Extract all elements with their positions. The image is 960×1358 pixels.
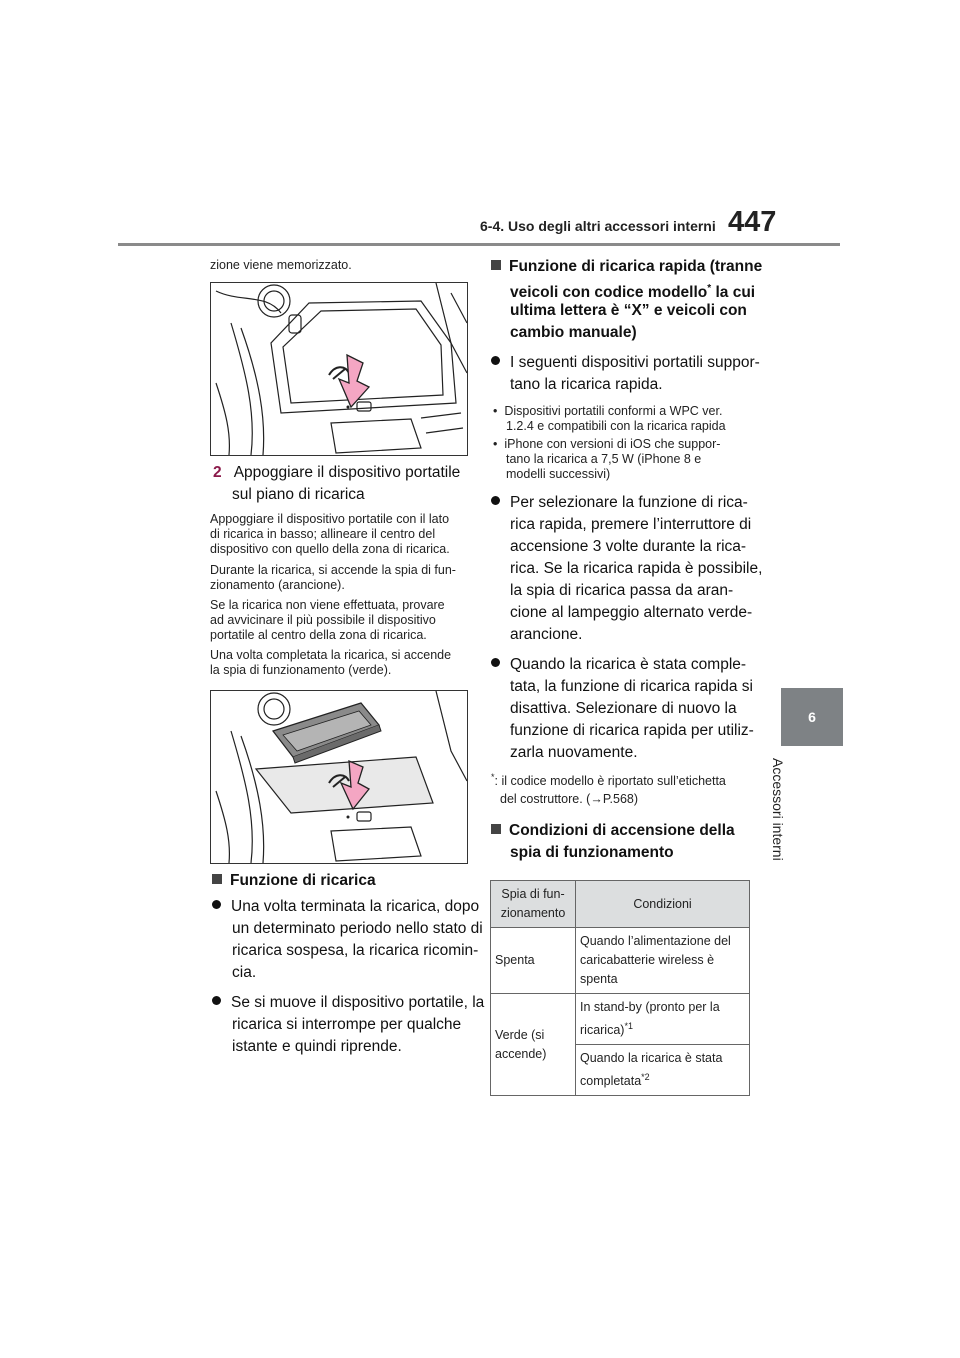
- table-row: [491, 928, 750, 994]
- figure-phone-on-pad: [210, 690, 468, 864]
- text-line: arancione.: [510, 626, 583, 643]
- text-line: rica rapida, premere l’interruttore di: [510, 516, 752, 533]
- text-line: Durante la ricarica, si accende la spia di fun-: [210, 563, 456, 577]
- heading-fast-charging: [491, 256, 762, 278]
- bullet-dot-icon: [491, 658, 500, 667]
- text-line: Se la ricarica non viene effettuata, provare: [210, 598, 445, 612]
- square-bullet-icon: [491, 260, 501, 270]
- bullet-dot-icon: [491, 356, 500, 365]
- table-cell: Verde (si accende): [491, 994, 576, 1096]
- table-cell: Spenta: [491, 928, 576, 994]
- text-line: Una volta terminata la ricarica, dopo: [231, 898, 480, 915]
- text-line: cia.: [232, 964, 257, 981]
- table-header-row: [491, 881, 750, 928]
- text-line: tata, la funzione di ricarica rapida si: [510, 678, 753, 695]
- bullet-dot-icon: [491, 496, 500, 505]
- text-line: cione al lampeggio alternato verde-: [510, 604, 753, 621]
- text-line: accensione 3 volte durante la rica-: [510, 538, 747, 555]
- console-phone-illustration: [211, 691, 467, 863]
- header-divider: [118, 243, 840, 246]
- chapter-label: Accessori interni: [770, 758, 786, 861]
- text-line: funzione di ricarica rapida per utiliz-: [510, 722, 754, 739]
- bullet-dot-icon: [212, 900, 221, 909]
- sub-item: [493, 404, 722, 419]
- heading-text: Condizioni di accensione della: [509, 822, 735, 839]
- arrow-right-icon: →: [590, 792, 603, 806]
- text-line: I seguenti dispositivi portatili suppor-: [510, 354, 760, 371]
- heading-line: ultima lettera è “X” e veicoli con: [510, 302, 747, 319]
- sub-item: [493, 437, 720, 452]
- bullet-item: [491, 654, 746, 676]
- text-line: ricarica si interrompe per qualche: [232, 1016, 462, 1033]
- heading-text: veicoli con codice modello: [510, 284, 708, 302]
- column-header: Spia di fun-zionamento: [491, 881, 576, 928]
- text-line: del costruttore. (: [500, 792, 591, 806]
- section-title: 6-4. Uso degli altri accessori interni: [480, 218, 716, 234]
- intro-fragment: zione viene memorizzato.: [210, 258, 352, 272]
- small-bullet-icon: •: [493, 404, 505, 418]
- wireless-charge-icon: [329, 367, 349, 379]
- bullet-item: [212, 992, 484, 1014]
- cell-text: In stand-by (pronto per la ricarica): [580, 1000, 720, 1038]
- paragraph-1: [210, 512, 450, 557]
- text-line: zarla nuovamente.: [510, 744, 638, 761]
- heading-line: spia di funzionamento: [510, 844, 674, 861]
- step-line-2: sul piano di ricarica: [232, 486, 365, 503]
- chapter-tab: 6: [781, 688, 843, 746]
- footnote-mark: *1: [624, 1021, 633, 1031]
- text-line: iPhone con versioni di iOS che suppor-: [504, 437, 721, 451]
- page-reference-link[interactable]: P.568): [602, 792, 639, 806]
- text-line: Una volta completata la ricarica, si accende: [210, 648, 452, 662]
- step-2: [213, 462, 460, 484]
- text-line: rica. Se la ricarica rapida è possibile,: [510, 560, 763, 577]
- text-line: di ricarica in basso; allineare il centro del: [210, 527, 436, 541]
- text-line: Quando la ricarica è stata comple-: [510, 656, 747, 673]
- step-line-1: Appoggiare il dispositivo portatile: [233, 464, 461, 481]
- text-line: ricarica sospesa, la ricarica ricomin-: [232, 942, 479, 959]
- square-bullet-icon: [212, 874, 222, 884]
- console-illustration: [211, 283, 467, 455]
- paragraph-2: [210, 563, 456, 593]
- text-line: tano la ricarica rapida.: [510, 376, 663, 393]
- text-line: zionamento (arancione).: [210, 578, 345, 592]
- text-line: dispositivo con quello della zona di ricarica.: [210, 542, 450, 556]
- chapter-label-vertical: [770, 758, 810, 918]
- text-line: : il codice modello è riportato sull’etichetta: [494, 774, 726, 789]
- heading-text: Funzione di ricarica rapida (tranne: [509, 258, 763, 275]
- heading-charging-function: [212, 870, 376, 892]
- bullet-dot-icon: [212, 996, 221, 1005]
- paragraph-3: [210, 598, 445, 643]
- bullet-item: [212, 896, 479, 918]
- text-line: un determinato periodo nello stato di: [232, 920, 483, 937]
- table-row: [491, 994, 750, 1045]
- text-line: ad avvicinare il più possibile il dispositivo: [210, 613, 436, 627]
- table-cell: Quando l’alimentazione del caricabatterie wireless è spenta: [576, 928, 750, 994]
- text-line: Dispositivi portatili conformi a WPC ver.: [504, 404, 723, 418]
- cell-text: Quando la ricarica è stata completata: [580, 1051, 723, 1089]
- text-line: Appoggiare il dispositivo portatile con il lato: [210, 512, 450, 526]
- text-line: la spia di funzionamento (verde).: [210, 663, 392, 677]
- page-number: 447: [728, 206, 777, 238]
- table-cell: [576, 994, 750, 1045]
- text-line: la spia di ricarica passa da aran-: [510, 582, 734, 599]
- bullet-item: [491, 492, 748, 514]
- text-line: Se si muove il dispositivo portatile, la: [231, 994, 485, 1011]
- heading-text: la cui: [711, 284, 756, 302]
- conditions-table: [490, 880, 750, 1096]
- table-cell: [576, 1045, 750, 1096]
- small-bullet-icon: •: [493, 437, 505, 451]
- footnote-mark: *2: [641, 1072, 650, 1083]
- bullet-item: [491, 352, 760, 374]
- paragraph-4: [210, 648, 451, 678]
- column-header: Condizioni: [576, 881, 750, 928]
- text-line: modelli successivi): [506, 467, 611, 481]
- footnote-mark: *: [707, 283, 712, 294]
- heading-text: Funzione di ricarica: [230, 872, 376, 889]
- footnote-line-2: [500, 792, 638, 807]
- heading-line: cambio manuale): [510, 324, 637, 341]
- text-line: disattiva. Selezionare di nuovo la: [510, 700, 737, 717]
- step-number: 2: [213, 464, 222, 481]
- footnote-mark: *: [491, 772, 495, 782]
- text-line: istante e quindi riprende.: [232, 1038, 402, 1055]
- text-line: 1.2.4 e compatibili con la ricarica rapida: [506, 419, 726, 433]
- figure-charging-pad: [210, 282, 468, 456]
- text-line: Per selezionare la funzione di rica-: [510, 494, 748, 511]
- text-line: tano la ricarica a 7,5 W (iPhone 8 e: [506, 452, 702, 466]
- square-bullet-icon: [491, 824, 501, 834]
- text-line: portatile al centro della zona di ricarica.: [210, 628, 427, 642]
- footnote: [491, 770, 726, 789]
- heading-indicator-conditions: [491, 820, 735, 842]
